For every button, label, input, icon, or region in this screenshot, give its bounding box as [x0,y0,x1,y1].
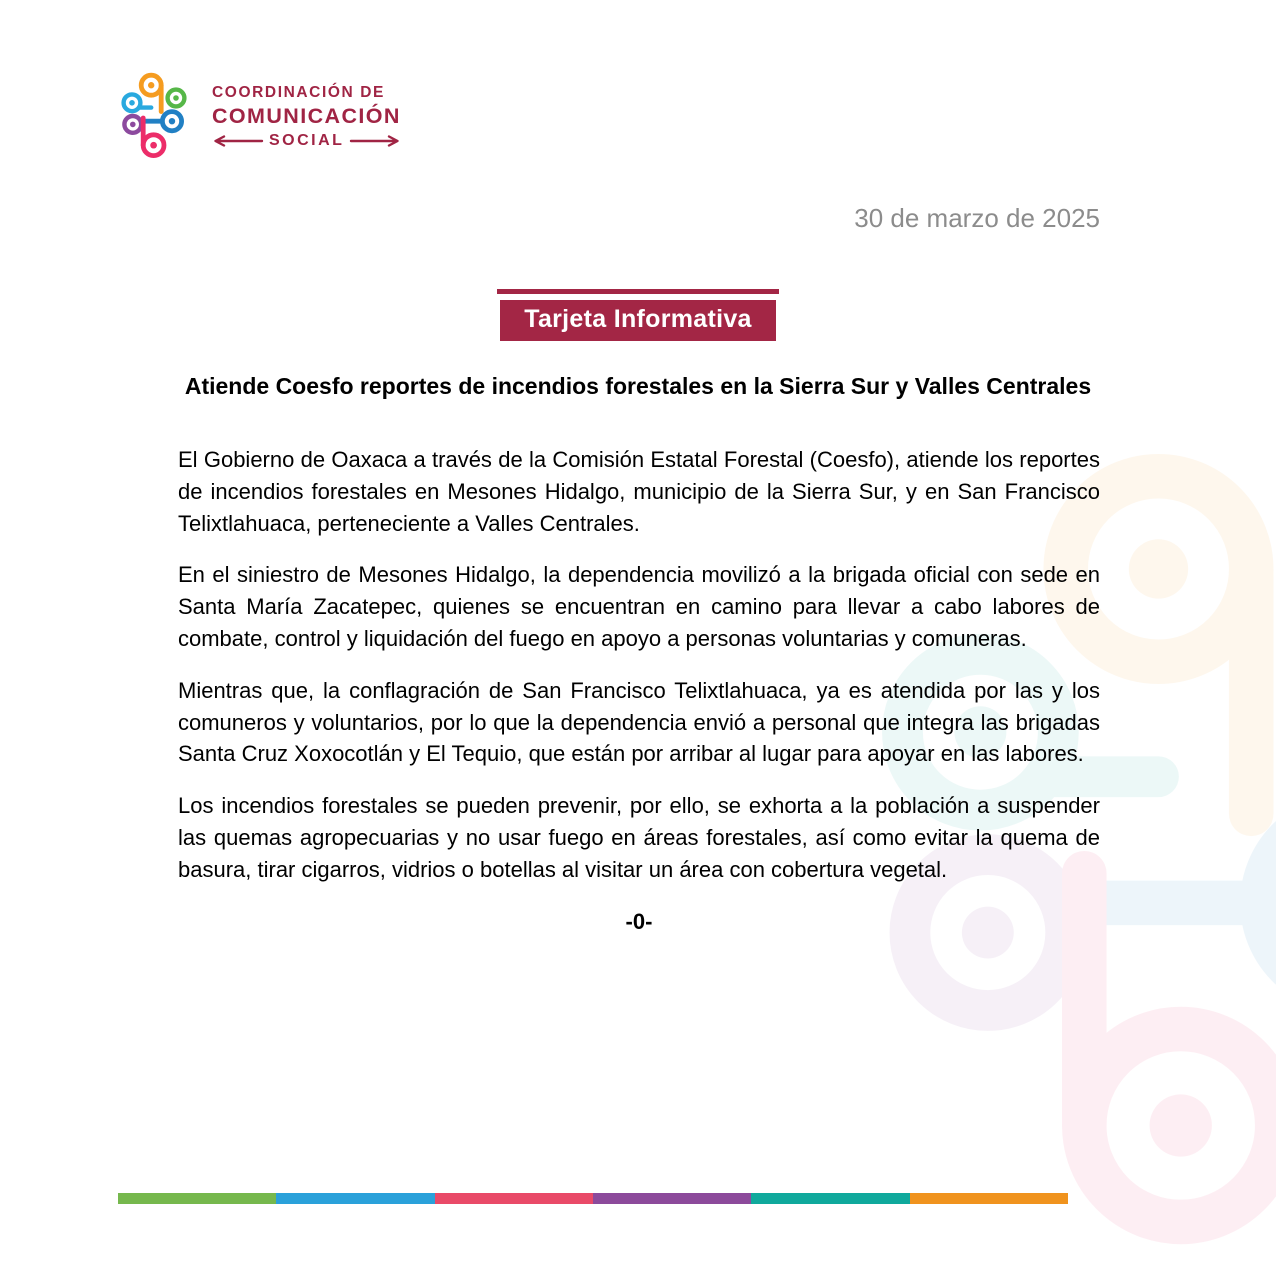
tarjeta-informativa-banner: Tarjeta Informativa [500,300,776,341]
footer-bar-segment-orange [910,1193,1068,1204]
footer-color-bar [118,1193,1068,1204]
footer-bar-segment-pink [435,1193,593,1204]
brand-wordmark [212,84,401,150]
paragraph-3: Mientras que, la conflagración de San Francisco Telixtlahuaca, ya es atendida por las y los comuneros y voluntarios, por lo que la dependencia envió a personal que integra las brigadas Santa Cruz Xoxocotlán y El Tequio, que están por arribar al lugar para apoyar en las labores. [178,677,1100,767]
paragraph-4: Los incendios forestales se pueden prevenir, por ello, se exhorta a la población a suspender las quemas agropecuarias y no usar fuego en áreas forestales, así como evitar la quema de basura, tirar cigarros, vidrios o botellas al visitar un área con cobertura vegetal. [178,793,1100,882]
banner-top-rule [497,289,779,294]
footer-bar-segment-teal [751,1193,909,1204]
left-arrow-icon [212,135,264,147]
right-arrow-icon [349,135,401,147]
paragraph-1: El Gobierno de Oaxaca a través de la Comisión Estatal Forestal (Coesfo), atiende los reportes de incendios forestales en Mesones Hidalgo, municipio de la Sierra Sur, y en San Francisco Telixtlahuaca, perteneciente a Valles Centrales. [178,447,1100,536]
body-copy [178,444,1100,937]
footer-bar-segment-purple [593,1193,751,1204]
end-mark: -0- [625,908,653,934]
page-title: Atiende Coesfo reportes de incendios forestales en la Sierra Sur y Valles Centrales [184,373,1092,400]
document-date: 30 de marzo de 2025 [854,203,1100,233]
interlocking-circles-logo-icon [116,70,196,163]
brand-header [116,70,401,163]
footer-bar-segment-green [118,1193,276,1204]
footer-bar-segment-blue [276,1193,434,1204]
banner-row [0,289,1276,341]
brand-line-comunicacion: COMUNICACIÓN [212,103,401,128]
brand-line-social [212,132,401,150]
paragraph-2: En el siniestro de Mesones Hidalgo, la dependencia movilizó a la brigada oficial con sede en Santa María Zacatepec, quienes se encuentran en camino para llevar a cabo labores de combate, control y liquidación del fuego en apoyo a personas voluntarias y comuneras. [178,562,1100,651]
brand-social-label: SOCIAL [269,131,345,149]
brand-line-coordinacion: COORDINACIÓN DE [212,83,385,101]
